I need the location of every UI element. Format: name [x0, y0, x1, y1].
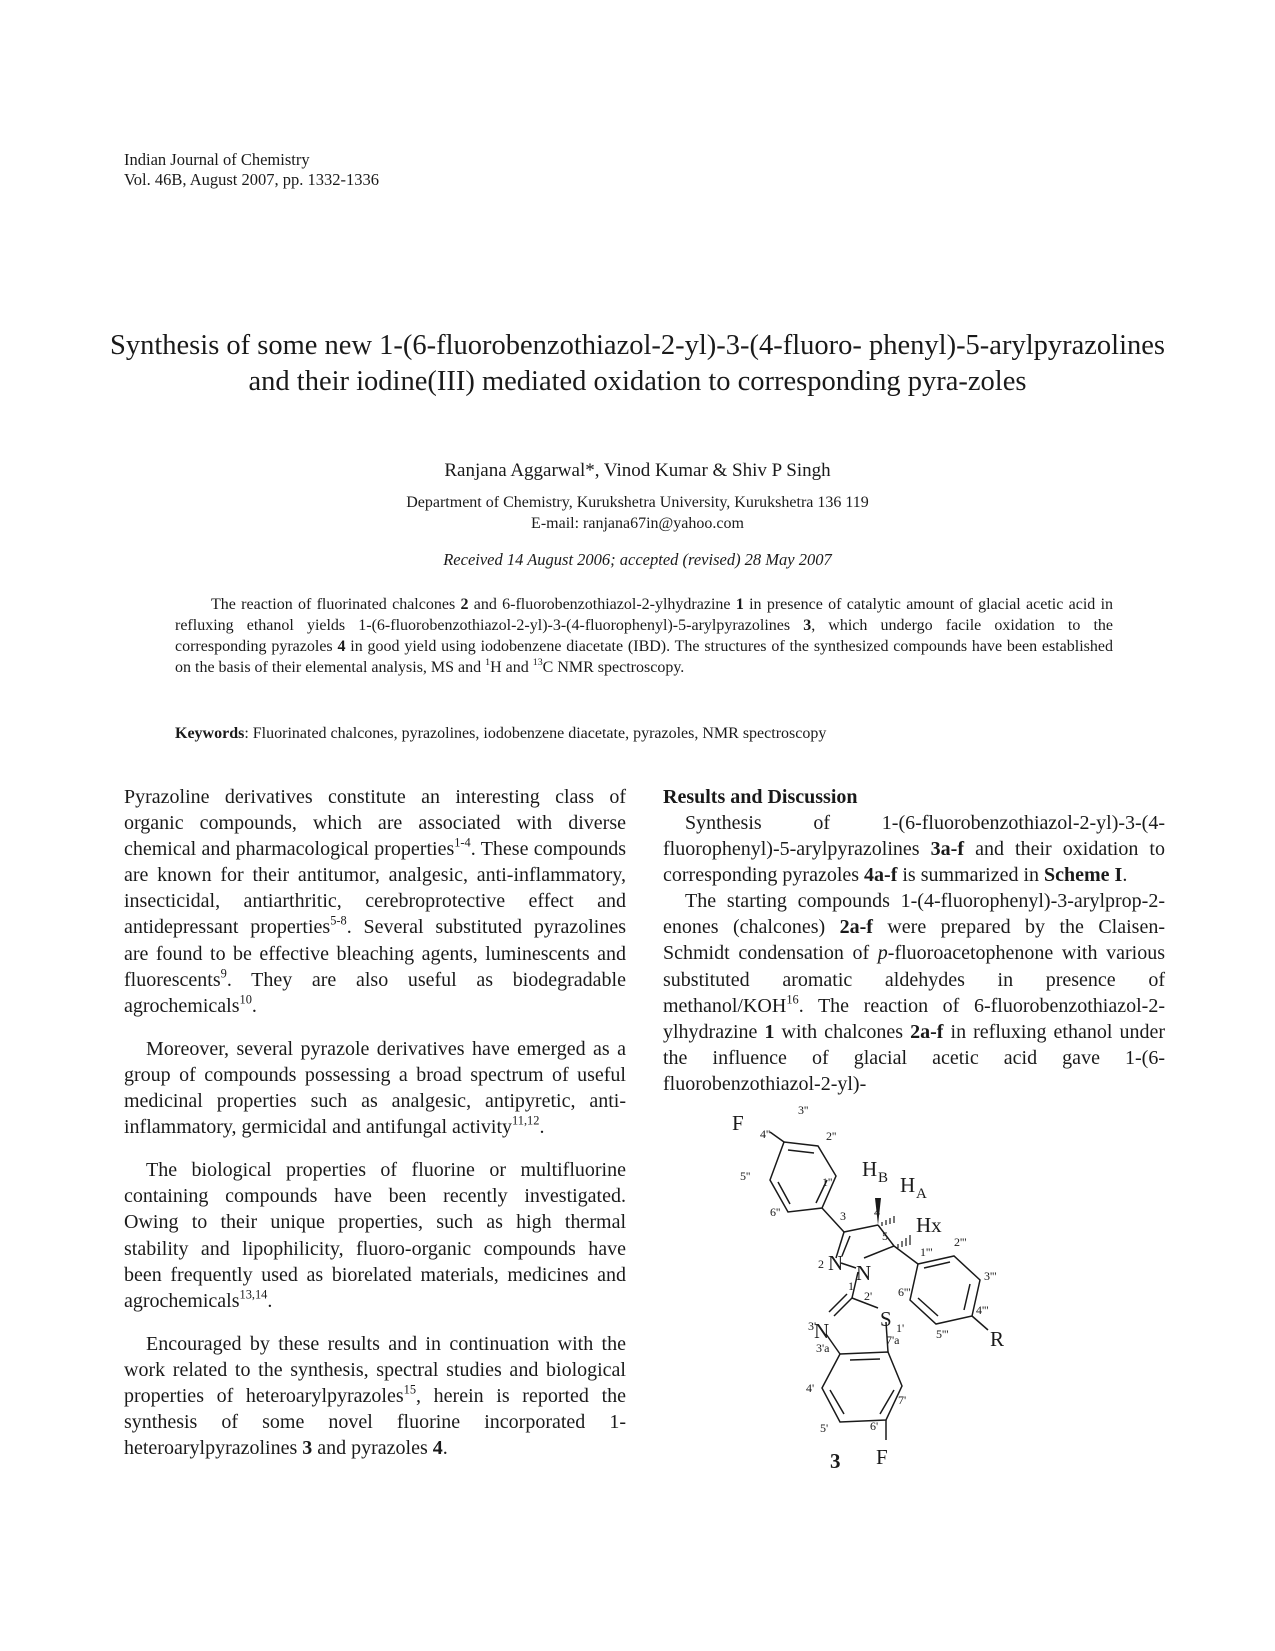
received-dates: Received 14 August 2006; accepted (revised) 28 May 2007 [443, 550, 832, 569]
locant: 1''' [920, 1245, 933, 1259]
keywords-label: Keywords [175, 725, 245, 742]
atom-N1: N [856, 1261, 872, 1285]
authors: Ranjana Aggarwal*, Vinod Kumar & Shiv P Singh [444, 460, 831, 481]
locant: 2 [818, 1257, 824, 1271]
locant: 5'' [740, 1169, 751, 1183]
atom-Hx: Hx [916, 1213, 942, 1237]
paragraph: The starting compounds 1-(4-fluorophenyl)-3-arylprop-2-enones (chalcones) 2a-f were prepared by the Claisen-Schmidt condensation of p-fluoroacetophenone with various substituted aromatic aldehydes in presence of methanol/KOH$^{16}$. The reaction of 6-fluorobenzothiazol-2-ylhydrazine 1 with chalcones 2a-f in refluxing ethanol under the influence of glacial acetic acid gave 1-(6-fluorobenzothiazol-2-yl)- [663, 890, 1165, 1095]
locant: 7' [898, 1393, 907, 1407]
journal-name: Indian Journal of Chemistry [124, 150, 310, 169]
article-title: Synthesis of some new 1-(6-fluorobenzothiazol-2-yl)-3-(4-fluoro- phenyl)-5-arylpyrazolines and their iodine(III) mediated oxidation to corresponding pyra-zoles [110, 330, 1165, 397]
atom-HB-sub: B [878, 1170, 889, 1186]
paragraph: Pyrazoline derivatives constitute an interesting class of organic compounds, which are associated with diverse chemical and pharmacological properties$^{1-4}$. These compounds are known for their antitumor, analgesic, anti-inflammatory, insecticidal, antiarthritic, cerebroprotective effect and antidepressant properties$^{5-8}$. Several substituted pyrazolines are found to be effective bleaching agents, luminescents and fluorescents$^9$. They are also useful as biodegradable agrochemicals$^{10}$. [124, 786, 627, 1017]
affiliation: Department of Chemistry, Kurukshetra University, Kurukshetra 136 119 [406, 494, 869, 511]
locant: 5''' [936, 1327, 949, 1341]
locant: 2' [864, 1289, 873, 1303]
locant: 6''' [898, 1285, 911, 1299]
locant: 4'' [760, 1127, 771, 1141]
locant: 3 [840, 1209, 846, 1223]
atom-HA: H [900, 1173, 916, 1197]
atom-N3: N [814, 1319, 830, 1343]
locant: 6'' [770, 1205, 781, 1219]
locant: 7'a [886, 1333, 900, 1347]
locant: 5 [882, 1229, 888, 1243]
atom-HB: H [862, 1157, 878, 1181]
abstract: The reaction of fluorinated chalcones 2 and 6-fluorobenzothiazol-2-ylhydrazine 1 in presence of catalytic amount of glacial acetic acid in refluxing ethanol yields 1-(6-fluorobenzothiazol-2-yl)-3-(4-fluorophenyl)-5-arylpyrazolines 3, which undergo facile oxidation to the corresponding pyrazoles 4 in good yield using iodobenzene diacetate (IBD). The structures of the synthesized compounds have been established on the basis of their elemental analysis, MS and $^1$H and $^{13}$C NMR spectroscopy. [175, 596, 1114, 676]
locant: 4' [806, 1381, 815, 1395]
compound-number: 3 [830, 1449, 841, 1473]
email[interactable]: E-mail: ranjana67in@yahoo.com [531, 515, 744, 532]
locant: 2''' [954, 1235, 967, 1249]
atom-HA-sub: A [916, 1186, 927, 1202]
paragraph: The biological properties of fluorine or multifluorine containing compounds have been recently investigated. Owing to their unique properties, such as high thermal stability and lipophilicity, fluoro-organic compounds have been frequently used as biorelated materials, medicines and agrochemicals$^{13,14}$. [124, 1159, 626, 1312]
locant: 3'a [816, 1341, 830, 1355]
atom-F-top: F [732, 1111, 744, 1135]
locant: 1'' [822, 1175, 833, 1189]
locant: 1' [896, 1321, 905, 1335]
scheme-structure-3 [732, 1103, 1180, 1550]
locant: 4 [874, 1205, 880, 1219]
section-heading: Results and Discussion [663, 786, 858, 808]
locant: 2'' [826, 1129, 837, 1143]
paragraph: Encouraged by these results and in continuation with the work related to the synthesis, spectral studies and biological properties of heteroarylpyrazoles$^{15}$, herein is reported the synthesis of some novel fluorine incorporated 1-heteroarylpyrazolines 3 and pyrazoles 4. [124, 1332, 627, 1460]
right-column [663, 784, 1165, 1097]
locant: 3' [808, 1319, 817, 1333]
locant: 3'' [798, 1103, 809, 1117]
atom-N2: N [828, 1251, 844, 1275]
locant: 5' [820, 1421, 829, 1435]
keywords [175, 725, 1125, 743]
locant: 6' [870, 1419, 879, 1433]
atom-F-bottom: F [876, 1445, 888, 1469]
atom-R: R [990, 1327, 1005, 1351]
paragraph: Synthesis of 1-(6-fluorobenzothiazol-2-yl)-3-(4-fluorophenyl)-5-arylpyrazolines 3a-f and their oxidation to corresponding pyrazoles 4a-f is summarized in Scheme I. [663, 812, 1165, 887]
paragraph: Moreover, several pyrazole derivatives have emerged as a group of compounds possessing a broad spectrum of useful medicinal properties such as analgesic, antipyretic, anti-inflammatory, germicidal and antifungal activity$^{11,12}$. [124, 1037, 626, 1139]
locant: 3''' [984, 1269, 997, 1283]
locant: 1 [848, 1279, 854, 1293]
atom-S: S [880, 1307, 892, 1331]
journal-header [124, 150, 379, 190]
affiliation-block [110, 492, 1165, 534]
left-column [124, 784, 626, 1461]
locant: 4''' [976, 1303, 989, 1317]
journal-volume: Vol. 46B, August 2007, pp. 1332-1336 [124, 170, 380, 189]
keywords-text: : Fluorinated chalcones, pyrazolines, iodobenzene diacetate, pyrazoles, NMR spectroscopy [244, 725, 827, 742]
